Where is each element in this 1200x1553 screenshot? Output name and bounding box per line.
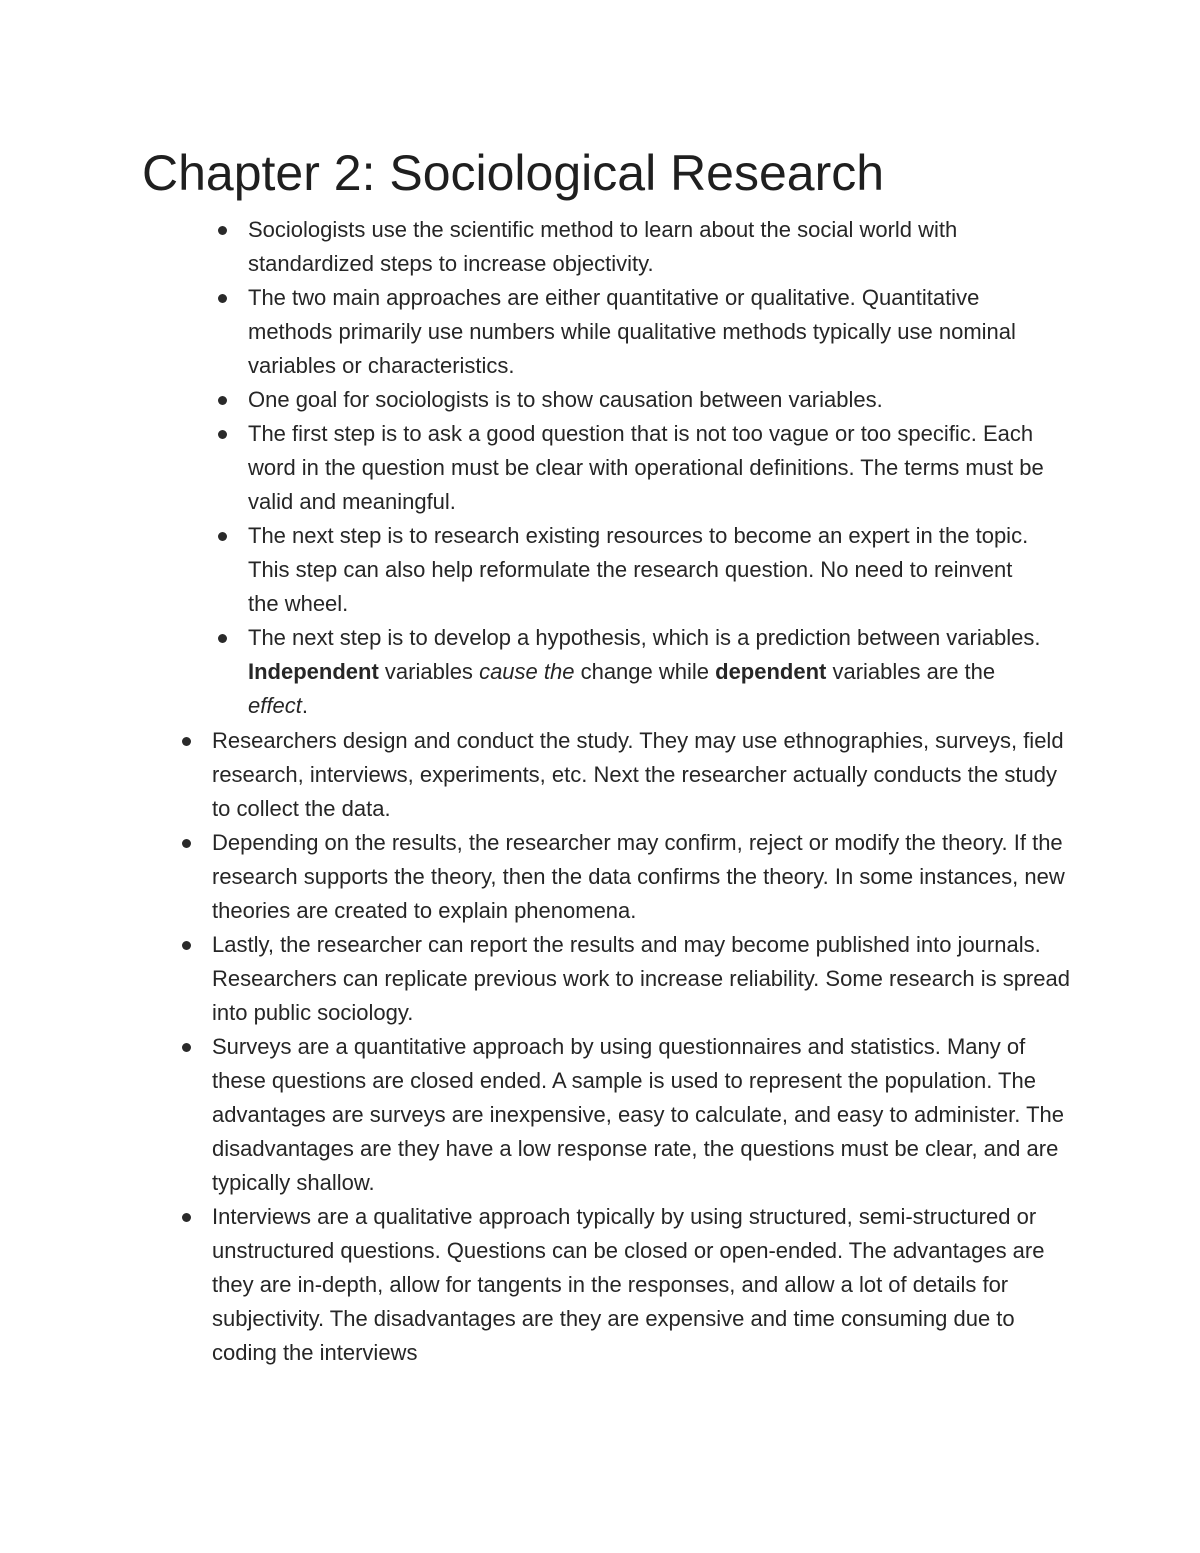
text-segment: . bbox=[301, 693, 308, 718]
list-item: Interviews are a qualitative approach typically by using structured, semi-structured or unstructured questions. Questions can be closed or open-ended. The advantages are they are in-depth, allow for tangents in the responses, and allow a lot of details for subjectivity. The disadvantages are they are expensive and time consuming due to coding the interviews bbox=[212, 1200, 1072, 1370]
italic-phrase-cause: cause the bbox=[479, 659, 575, 684]
main-bullet-list bbox=[212, 724, 1072, 1370]
list-item: Depending on the results, the researcher may confirm, reject or modify the theory. If the research supports the theory, then the data confirms the theory. In some instances, new theories are created to explain phenomena. bbox=[212, 826, 1072, 928]
bold-term-independent: Independent bbox=[248, 659, 379, 684]
text-segment: The next step is to develop a hypothesis, which is a prediction between variables. bbox=[248, 625, 1041, 650]
page-title: Chapter 2: Sociological Research bbox=[142, 145, 885, 201]
list-item: Researchers design and conduct the study. They may use ethnographies, surveys, field research, interviews, experiments, etc. Next the researcher actually conducts the study to collect the data. bbox=[212, 724, 1072, 826]
list-item: Lastly, the researcher can report the results and may become published into journals. Researchers can replicate previous work to increase reliability. Some research is spread into public sociology. bbox=[212, 928, 1072, 1030]
list-item bbox=[248, 621, 1048, 723]
nested-bullet-list bbox=[248, 213, 1048, 723]
list-item: The first step is to ask a good question that is not too vague or too specific. Each word in the question must be clear with operational definitions. The terms must be valid and meaningful. bbox=[248, 417, 1048, 519]
italic-word-effect: effect bbox=[248, 693, 302, 718]
list-item: The two main approaches are either quantitative or qualitative. Quantitative methods primarily use numbers while qualitative methods typically use nominal variables or characteristics. bbox=[248, 281, 1048, 383]
text-segment: variables are the bbox=[826, 659, 996, 684]
list-item: The next step is to research existing resources to become an expert in the topic. This step can also help reformulate the research question. No need to reinvent the wheel. bbox=[248, 519, 1048, 621]
list-item: Sociologists use the scientific method to learn about the social world with standardized steps to increase objectivity. bbox=[248, 213, 1048, 281]
text-segment: variables bbox=[378, 659, 480, 684]
text-segment: change while bbox=[574, 659, 716, 684]
bold-term-dependent: dependent bbox=[715, 659, 827, 684]
list-item: One goal for sociologists is to show causation between variables. bbox=[248, 383, 1048, 417]
list-item: Surveys are a quantitative approach by using questionnaires and statistics. Many of these questions are closed ended. A sample is used to represent the population. The advantages are surveys are inexpensive, easy to calculate, and easy to administer. The disadvantages are they have a low response rate, the questions must be clear, and are typically shallow. bbox=[212, 1030, 1072, 1200]
